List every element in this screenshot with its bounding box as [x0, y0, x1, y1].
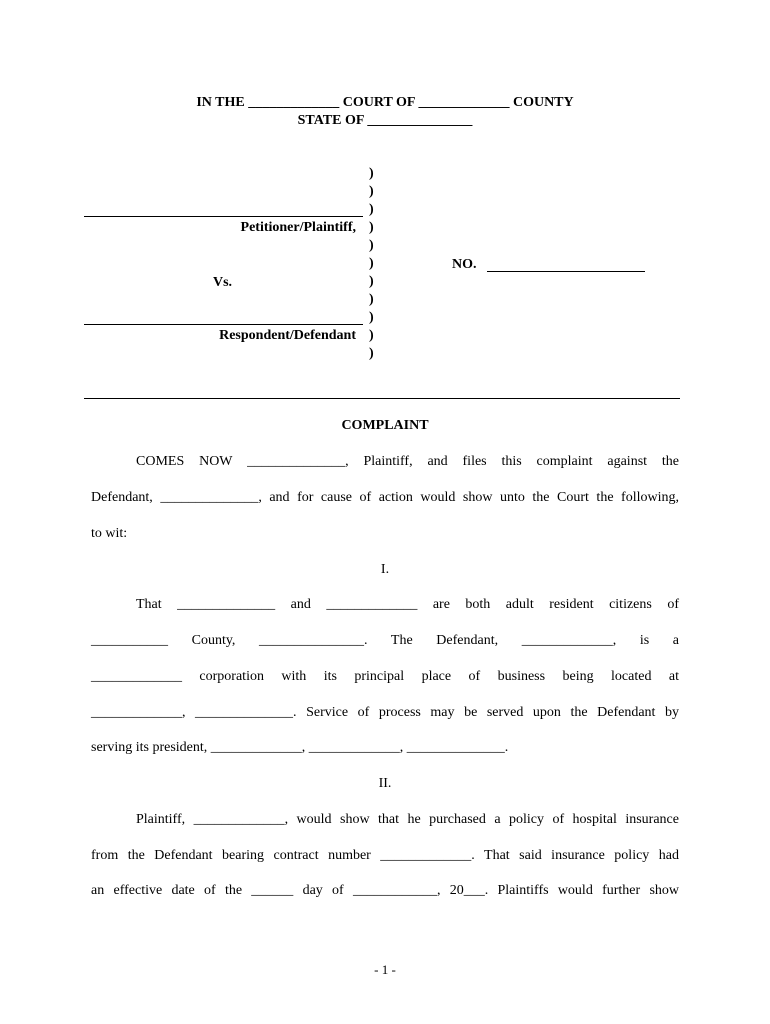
paragraph-line: COMES NOW ______________, Plaintiff, and files this complaint against the [136, 454, 679, 469]
paren: ) [369, 328, 374, 343]
paren: ) [369, 220, 374, 235]
state-heading: STATE OF _______________ [297, 113, 473, 128]
paren: ) [369, 274, 374, 289]
paragraph-line: from the Defendant bearing contract number _____________. That said insurance policy had [91, 848, 679, 863]
document-title: COMPLAINT [341, 418, 429, 433]
paren: ) [369, 166, 374, 181]
paren: ) [369, 238, 374, 253]
paragraph-line: That ______________ and _____________ are both adult resident citizens of [136, 597, 679, 612]
paragraph-line: serving its president, _____________, _____________, ______________. [91, 740, 509, 755]
paragraph-line: _____________, ______________. Service of process may be served upon the Defendant by [91, 705, 679, 720]
paren: ) [369, 292, 374, 307]
paragraph-line: Plaintiff, _____________, would show that he purchased a policy of hospital insurance [136, 812, 679, 827]
section-heading: I. [380, 562, 390, 577]
section-heading: II. [378, 776, 392, 791]
case-number-label: NO. [452, 257, 477, 272]
paragraph-line: to wit: [91, 526, 128, 541]
paren: ) [369, 256, 374, 271]
paren: ) [369, 310, 374, 325]
petitioner-label: Petitioner/Plaintiff, [240, 220, 356, 235]
vs-label: Vs. [213, 275, 233, 290]
paren: ) [369, 346, 374, 361]
respondent-label: Respondent/Defendant [219, 328, 356, 343]
paragraph-line: Defendant, ______________, and for cause of action would show unto the Court the following, [91, 490, 679, 505]
case-number-line [487, 271, 645, 272]
page-number: - 1 - [374, 962, 396, 977]
paragraph-line: ___________ County, _______________. The Defendant, _____________, is a [91, 633, 679, 648]
court-heading: IN THE _____________ COURT OF _____________ COUNTY [196, 95, 574, 110]
petitioner-name-line [84, 216, 363, 217]
respondent-name-line [84, 324, 363, 325]
caption-divider [84, 398, 680, 399]
paren: ) [369, 202, 374, 217]
paragraph-line: _____________ corporation with its principal place of business being located at [91, 669, 679, 684]
paragraph-line: an effective date of the ______ day of ____________, 20___. Plaintiffs would further show [91, 883, 679, 898]
paren: ) [369, 184, 374, 199]
